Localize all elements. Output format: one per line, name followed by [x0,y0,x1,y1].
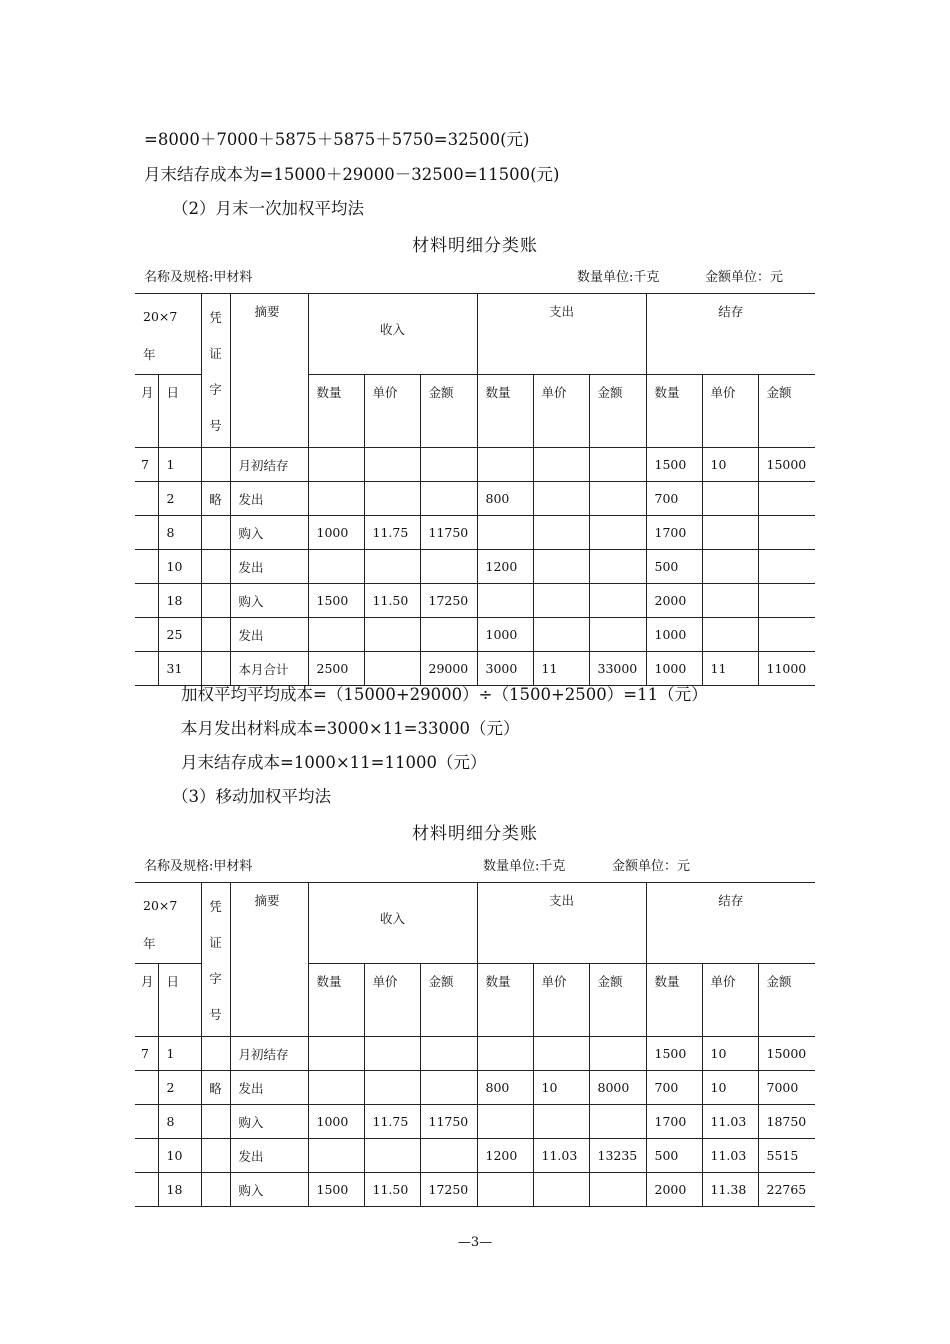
cell-bal-amt: 7000 [758,1071,815,1105]
cell-out-price [533,482,589,516]
cell-in-qty [308,1037,364,1071]
cell-in-amt [420,482,477,516]
cell-bal-price [702,618,758,652]
table-row [135,1139,815,1173]
ledger-1-name-spec: 名称及规格:甲材料 [144,270,253,285]
balance-header: 结存 [646,294,815,375]
cell-out-price: 10 [533,1071,589,1105]
cell-summary: 发出 [230,1139,308,1173]
cell-bal-amt: 15000 [758,448,815,482]
cell-day: 10 [158,550,201,584]
cell-bal-amt [758,618,815,652]
cell-day: 1 [158,448,201,482]
cell-out-amt [589,618,646,652]
cell-summary: 发出 [230,1071,308,1105]
cell-in-qty [308,618,364,652]
cell-out-amt: 13235 [589,1139,646,1173]
cell-bal-price [702,482,758,516]
cell-bal-amt [758,516,815,550]
out-qty-header: 数量 [477,375,533,448]
in-amount-header: 金额 [420,375,477,448]
cell-day: 8 [158,516,201,550]
cell-month [135,1173,158,1207]
cell-out-price [533,584,589,618]
out-price-header: 单价 [533,375,589,448]
cell-summary: 本月合计 [230,652,308,686]
cell-in-amt: 29000 [420,652,477,686]
cell-bal-price [702,516,758,550]
ending-cost-line: 月末结存成本=1000×11=11000（元） [181,753,487,772]
cell-out-price [533,1037,589,1071]
cell-bal-amt [758,550,815,584]
cell-month [135,516,158,550]
table-row [135,448,815,482]
cell-out-price [533,1173,589,1207]
out-amount-header: 金额 [589,375,646,448]
cell-summary: 月初结存 [230,448,308,482]
ledger-1-table [135,293,815,686]
voucher-char-3: 字 [209,382,222,397]
cell-out-qty: 1200 [477,1139,533,1173]
cell-in-qty: 1500 [308,1173,364,1207]
cell-bal-amt: 15000 [758,1037,815,1071]
cell-voucher [201,618,230,652]
cell-in-price [364,1139,420,1173]
cell-bal-qty: 500 [646,550,702,584]
cell-out-qty [477,584,533,618]
cell-month: 7 [135,1037,158,1071]
cell-bal-amt: 22765 [758,1173,815,1207]
avg-cost-line: 加权平均平均成本=（15000+29000）÷（1500+2500）=11（元） [181,685,708,704]
cell-day: 18 [158,584,201,618]
cell-out-amt [589,1037,646,1071]
cell-bal-amt [758,584,815,618]
cell-out-amt [589,1105,646,1139]
section-heading-2: （2）月末一次加权平均法 [172,199,364,218]
cell-summary: 购入 [230,1105,308,1139]
cell-voucher [201,584,230,618]
cell-bal-qty: 500 [646,1139,702,1173]
cell-out-amt [589,584,646,618]
cell-day: 2 [158,482,201,516]
cell-in-amt: 17250 [420,584,477,618]
cell-out-amt [589,550,646,584]
cell-out-qty [477,448,533,482]
cell-in-amt [420,550,477,584]
cell-in-price [364,550,420,584]
cell-bal-price: 10 [702,1071,758,1105]
cell-out-qty [477,1105,533,1139]
voucher-char-1: 凭 [209,899,222,914]
cell-bal-price: 10 [702,448,758,482]
cell-bal-price [702,550,758,584]
month-header: 月 [135,964,158,1037]
cell-in-qty [308,482,364,516]
ledger-1-title: 材料明细分类账 [412,236,538,256]
cell-month [135,482,158,516]
summary-header: 摘要 [230,883,308,1037]
formula-line-2: 月末结存成本为=15000＋29000－32500=11500(元) [144,165,560,184]
day-header: 日 [158,964,201,1037]
cell-in-amt [420,1037,477,1071]
summary-header: 摘要 [230,294,308,448]
cell-day: 2 [158,1071,201,1105]
cell-in-amt [420,618,477,652]
cell-bal-qty: 1000 [646,652,702,686]
cell-out-price [533,1105,589,1139]
cell-summary: 购入 [230,584,308,618]
in-price-header: 单价 [364,964,420,1037]
ledger-2-name-spec: 名称及规格:甲材料 [144,859,253,874]
cell-day: 8 [158,1105,201,1139]
cell-out-price [533,516,589,550]
cell-out-price [533,618,589,652]
cell-bal-price: 11.03 [702,1139,758,1173]
cell-out-price [533,448,589,482]
cell-out-qty [477,516,533,550]
cell-voucher [201,1139,230,1173]
cell-in-price: 11.75 [364,516,420,550]
bal-qty-header: 数量 [646,375,702,448]
ledger-2-amount-unit: 金额单位：元 [612,859,691,874]
issued-cost-line: 本月发出材料成本=3000×11=33000（元） [181,719,520,738]
cell-in-qty [308,1071,364,1105]
cell-summary: 发出 [230,482,308,516]
in-qty-header: 数量 [308,964,364,1037]
day-header: 日 [158,375,201,448]
cell-out-amt [589,1173,646,1207]
year-unit-label: 年 [143,347,156,362]
bal-price-header: 单价 [702,375,758,448]
in-amount-header: 金额 [420,964,477,1037]
cell-bal-qty: 2000 [646,1173,702,1207]
in-qty-header: 数量 [308,375,364,448]
in-price-header: 单价 [364,375,420,448]
voucher-char-4: 号 [209,1007,222,1022]
cell-voucher [201,1105,230,1139]
ledger-2-table [135,882,815,1207]
cell-in-price [364,618,420,652]
cell-in-amt: 11750 [420,1105,477,1139]
cell-voucher [201,448,230,482]
cell-summary: 月初结存 [230,1037,308,1071]
cell-out-amt [589,448,646,482]
cell-month [135,1071,158,1105]
out-qty-header: 数量 [477,964,533,1037]
cell-summary: 发出 [230,550,308,584]
cell-month [135,618,158,652]
cell-bal-price: 10 [702,1037,758,1071]
bal-amount-header: 金额 [758,964,815,1037]
cell-month [135,584,158,618]
table-row [135,550,815,584]
cell-bal-qty: 1700 [646,516,702,550]
cell-day: 31 [158,652,201,686]
cell-day: 18 [158,1173,201,1207]
cell-out-qty [477,1037,533,1071]
cell-voucher: 略 [201,1071,230,1105]
cell-in-price: 11.50 [364,1173,420,1207]
cell-out-amt [589,516,646,550]
cell-in-price [364,1071,420,1105]
cell-in-qty [308,1139,364,1173]
section-heading-3: （3）移动加权平均法 [172,787,331,806]
expense-header: 支出 [477,883,646,964]
year-header [135,294,201,375]
cell-in-amt [420,1071,477,1105]
cell-in-amt: 17250 [420,1173,477,1207]
cell-month: 7 [135,448,158,482]
year-header [135,883,201,964]
formula-line-1: =8000＋7000＋5875＋5875＋5750=32500(元) [144,130,530,149]
bal-price-header: 单价 [702,964,758,1037]
cell-summary: 购入 [230,516,308,550]
cell-out-qty: 1200 [477,550,533,584]
cell-bal-price: 11.03 [702,1105,758,1139]
cell-out-price: 11 [533,652,589,686]
cell-voucher [201,1037,230,1071]
cell-bal-price: 11.38 [702,1173,758,1207]
cell-in-qty: 1000 [308,1105,364,1139]
voucher-char-1: 凭 [209,310,222,325]
cell-bal-qty: 1000 [646,618,702,652]
cell-day: 1 [158,1037,201,1071]
table-row [135,482,815,516]
expense-header: 支出 [477,294,646,375]
cell-voucher [201,1173,230,1207]
cell-out-price: 11.03 [533,1139,589,1173]
cell-in-price: 11.75 [364,1105,420,1139]
cell-out-amt [589,482,646,516]
bal-qty-header: 数量 [646,964,702,1037]
voucher-char-2: 证 [209,346,222,361]
cell-bal-qty: 1500 [646,448,702,482]
out-price-header: 单价 [533,964,589,1037]
year-unit-label: 年 [143,936,156,951]
year-label: 20×7 [143,309,178,324]
cell-day: 10 [158,1139,201,1173]
voucher-char-4: 号 [209,418,222,433]
ledger-2-title: 材料明细分类账 [412,824,538,844]
cell-month [135,550,158,584]
cell-out-amt: 33000 [589,652,646,686]
table-row [135,1173,815,1207]
out-amount-header: 金额 [589,964,646,1037]
cell-in-price [364,448,420,482]
cell-out-qty [477,1173,533,1207]
cell-out-price [533,550,589,584]
voucher-header [201,883,230,1037]
cell-bal-qty: 2000 [646,584,702,618]
cell-bal-qty: 1500 [646,1037,702,1071]
year-label: 20×7 [143,898,178,913]
cell-in-price [364,1037,420,1071]
cell-in-amt [420,448,477,482]
voucher-header [201,294,230,448]
cell-voucher [201,516,230,550]
balance-header: 结存 [646,883,815,964]
ledger-1-qty-unit: 数量单位:千克 [577,270,660,285]
cell-bal-price [702,584,758,618]
table-row [135,516,815,550]
cell-voucher [201,550,230,584]
cell-day: 25 [158,618,201,652]
cell-bal-price: 11 [702,652,758,686]
cell-bal-amt [758,482,815,516]
cell-bal-amt: 11000 [758,652,815,686]
cell-bal-qty: 700 [646,1071,702,1105]
table-row [135,584,815,618]
cell-out-qty: 3000 [477,652,533,686]
ledger-2-qty-unit: 数量单位:千克 [483,859,566,874]
cell-in-qty: 2500 [308,652,364,686]
table-row [135,1071,815,1105]
cell-in-qty: 1500 [308,584,364,618]
page-number: —3— [457,1235,493,1250]
cell-bal-qty: 1700 [646,1105,702,1139]
table-row [135,618,815,652]
table-row [135,1037,815,1071]
cell-out-qty: 1000 [477,618,533,652]
cell-month [135,1105,158,1139]
ledger-1-amount-unit: 金额单位：元 [705,270,784,285]
cell-summary: 购入 [230,1173,308,1207]
cell-bal-amt: 18750 [758,1105,815,1139]
cell-in-amt: 11750 [420,516,477,550]
income-header: 收入 [308,883,477,964]
cell-in-qty [308,448,364,482]
table-row [135,1105,815,1139]
cell-in-amt [420,1139,477,1173]
cell-in-qty [308,550,364,584]
cell-in-price [364,482,420,516]
cell-bal-amt: 5515 [758,1139,815,1173]
cell-in-qty: 1000 [308,516,364,550]
month-header: 月 [135,375,158,448]
voucher-char-3: 字 [209,971,222,986]
bal-amount-header: 金额 [758,375,815,448]
cell-out-qty: 800 [477,482,533,516]
income-header: 收入 [308,294,477,375]
cell-month [135,652,158,686]
cell-bal-qty: 700 [646,482,702,516]
cell-out-qty: 800 [477,1071,533,1105]
cell-voucher: 略 [201,482,230,516]
cell-month [135,1139,158,1173]
cell-in-price: 11.50 [364,584,420,618]
cell-out-amt: 8000 [589,1071,646,1105]
cell-summary: 发出 [230,618,308,652]
voucher-char-2: 证 [209,935,222,950]
